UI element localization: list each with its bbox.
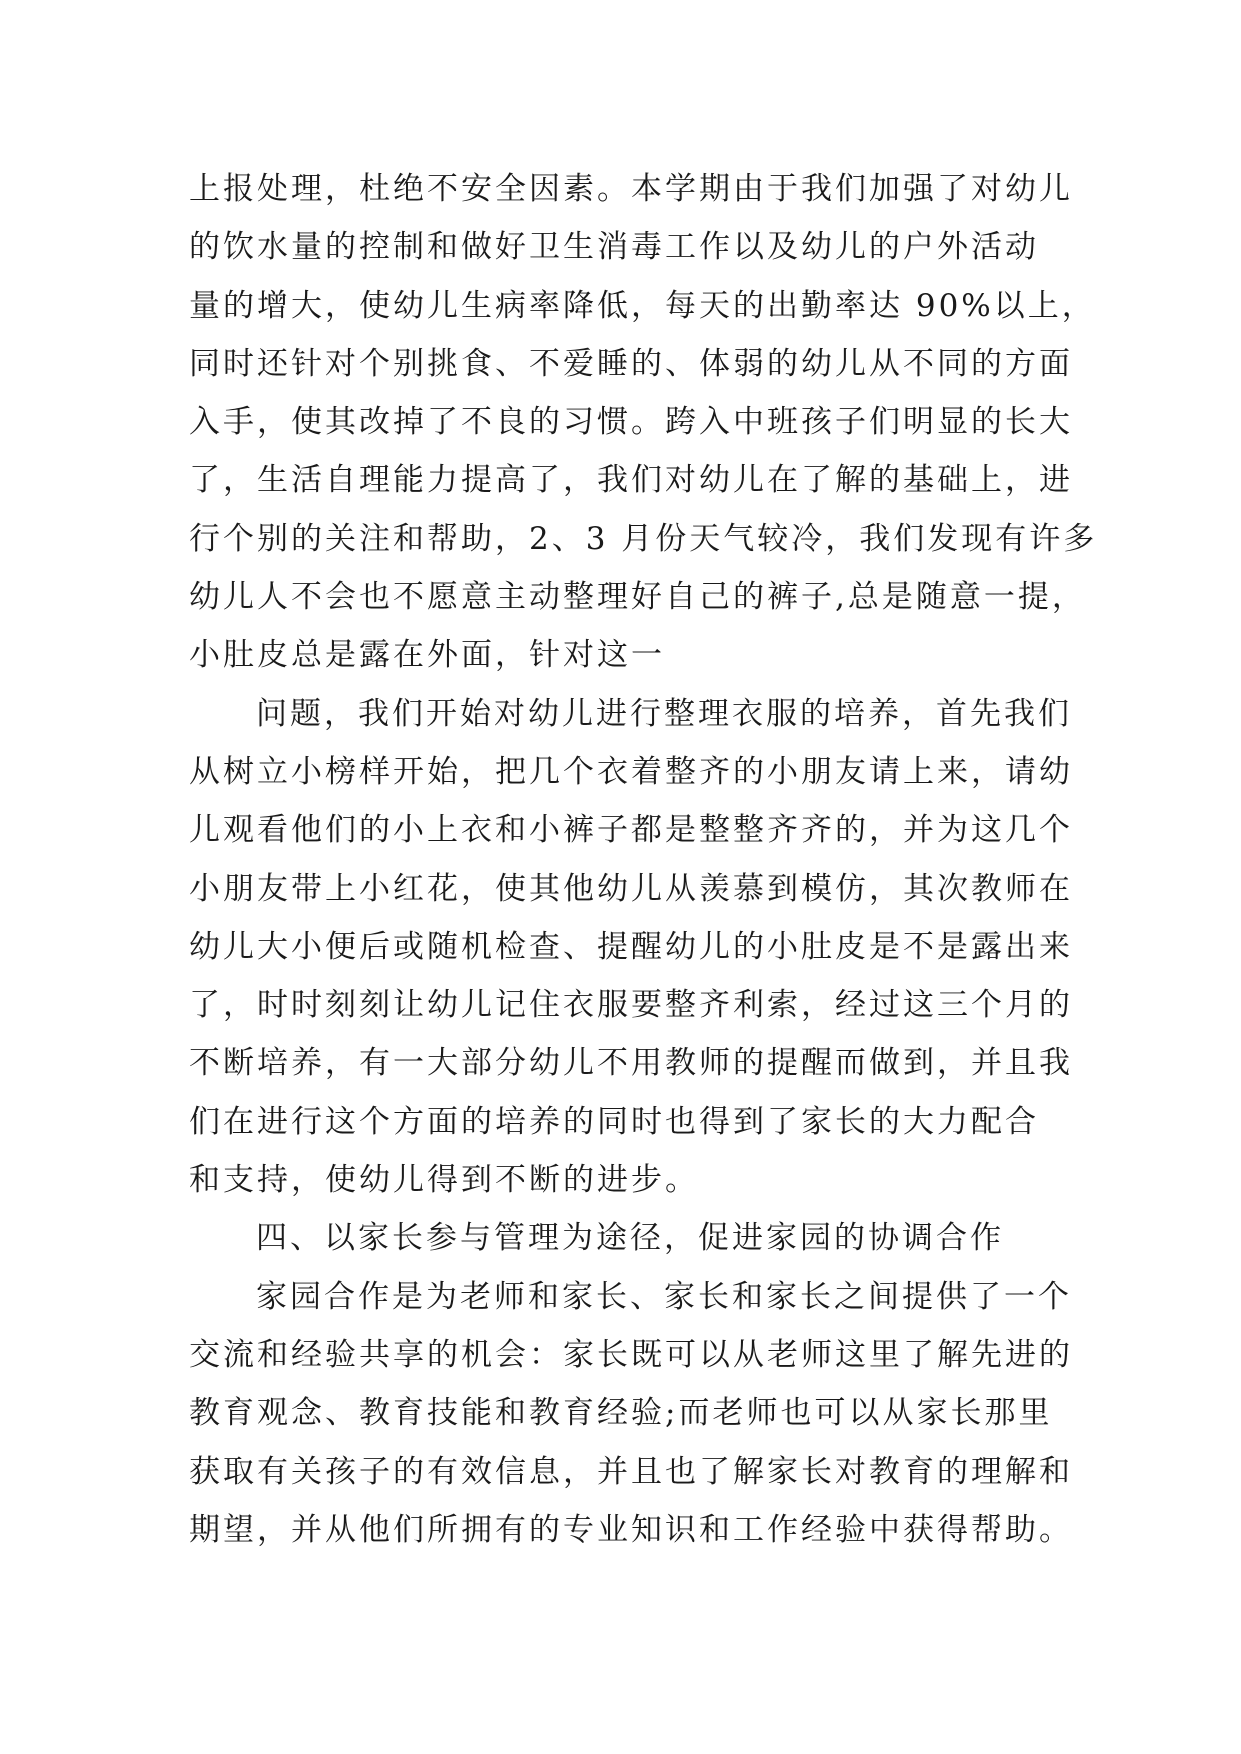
text-line: 获取有关孩子的有效信息，并且也了解家长对教育的理解和 (189, 1453, 1073, 1490)
text-line: 交流和经验共享的机会：家长既可以从老师这里了解先进的 (189, 1336, 1073, 1373)
body-text (189, 160, 1098, 1559)
text-line: 入手，使其改掉了不良的习惯。跨入中班孩子们明显的长大 (189, 404, 1073, 441)
text-line: 的饮水量的控制和做好卫生消毒工作以及幼儿的户外活动 (189, 229, 1039, 266)
text-line: 教育观念、教育技能和教育经验;而老师也可以从家长那里 (189, 1395, 1053, 1432)
text-line: 期望，并从他们所拥有的专业知识和工作经验中获得帮助。 (189, 1511, 1073, 1548)
text-line: 儿观看他们的小上衣和小裤子都是整整齐齐的，并为这几个 (189, 812, 1073, 849)
text-line: 行个别的关注和帮助，2、3 月份天气较冷，我们发现有许多 (189, 520, 1098, 557)
text-line: 们在进行这个方面的培养的同时也得到了家长的大力配合 (189, 1103, 1039, 1140)
text-line: 了，生活自理能力提高了，我们对幼儿在了解的基础上，进 (189, 462, 1073, 499)
text-line: 幼儿大小便后或随机检查、提醒幼儿的小肚皮是不是露出来 (189, 928, 1073, 965)
text-line: 量的增大，使幼儿生病率降低，每天的出勤率达 90%以上， (189, 287, 1096, 324)
text-line: 小朋友带上小红花，使其他幼儿从羡慕到模仿，其次教师在 (189, 870, 1073, 907)
text-line: 从树立小榜样开始，把几个衣着整齐的小朋友请上来，请幼 (189, 753, 1073, 790)
text-line: 和支持，使幼儿得到不断的进步。 (189, 1162, 699, 1199)
text-line: 上报处理，杜绝不安全因素。本学期由于我们加强了对幼儿 (189, 171, 1073, 207)
text-line: 家园合作是为老师和家长、家长和家长之间提供了一个 (256, 1278, 1072, 1315)
text-line: 不断培养，有一大部分幼儿不用教师的提醒而做到，并且我 (189, 1045, 1073, 1082)
text-line: 幼儿人不会也不愿意主动整理好自己的裤子,总是随意一提， (189, 579, 1086, 616)
text-line: 同时还针对个别挑食、不爱睡的、体弱的幼儿从不同的方面 (189, 345, 1073, 382)
text-line: 问题，我们开始对幼儿进行整理衣服的培养，首先我们 (256, 695, 1072, 732)
text-line: 四、以家长参与管理为途径，促进家园的协调合作 (256, 1220, 1004, 1257)
text-line: 小肚皮总是露在外面，针对这一 (189, 637, 665, 674)
text-line: 了，时时刻刻让幼儿记住衣服要整齐利索，经过这三个月的 (189, 987, 1073, 1024)
